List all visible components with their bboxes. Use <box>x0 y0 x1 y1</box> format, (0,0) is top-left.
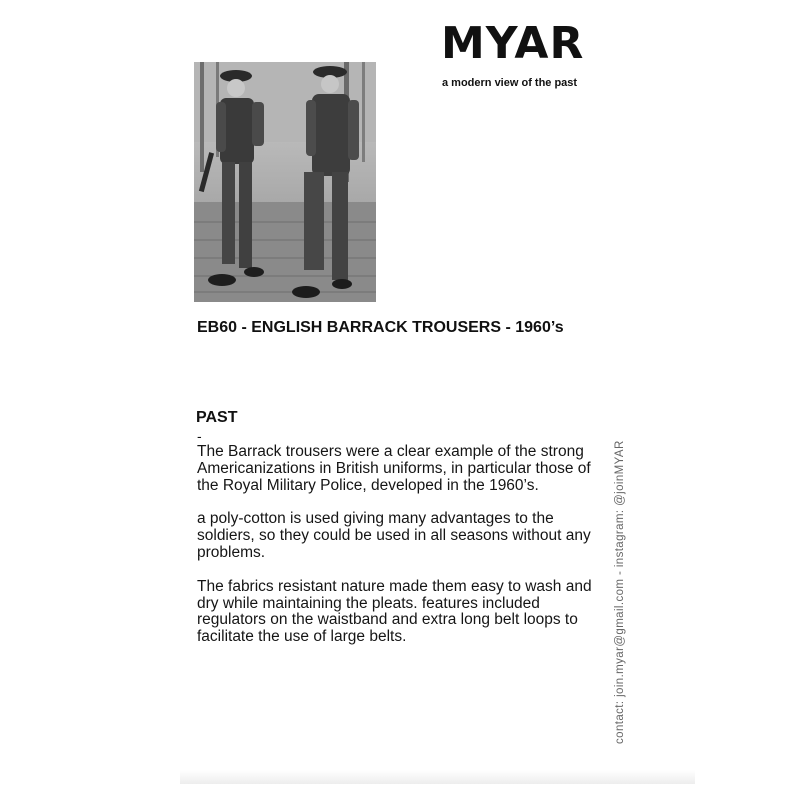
soldiers-photo-illustration <box>194 62 376 302</box>
page-edge-shadow <box>180 770 695 784</box>
product-title: EB60 - ENGLISH BARRACK TROUSERS - 1960’s <box>197 319 564 336</box>
historical-photo <box>194 62 376 302</box>
paragraph-features: The fabrics resistant nature made them easy to wash and dry while maintaining the pleats. features included regulators on the waistband and extra long belt loops to facilitate the use of large belts. <box>197 577 592 646</box>
brand-logo: MYAR <box>441 18 585 69</box>
past-description <box>197 444 597 663</box>
section-heading-past: PAST <box>196 409 238 426</box>
contact-info: contact: join.myar@gmail.com - instagram: @joinMYAR <box>614 440 626 744</box>
section-divider: - <box>197 428 202 444</box>
paragraph-fabric: a poly-cotton is used giving many advantages to the soldiers, so they could be used in all seasons without any problems. <box>197 510 591 561</box>
brand-tagline: a modern view of the past <box>442 77 578 89</box>
paragraph-history: The Barrack trousers were a clear example of the strong Americanizations in British uniforms, in particular those of the Royal Military Police, developed in the 1960’s. <box>197 443 591 494</box>
